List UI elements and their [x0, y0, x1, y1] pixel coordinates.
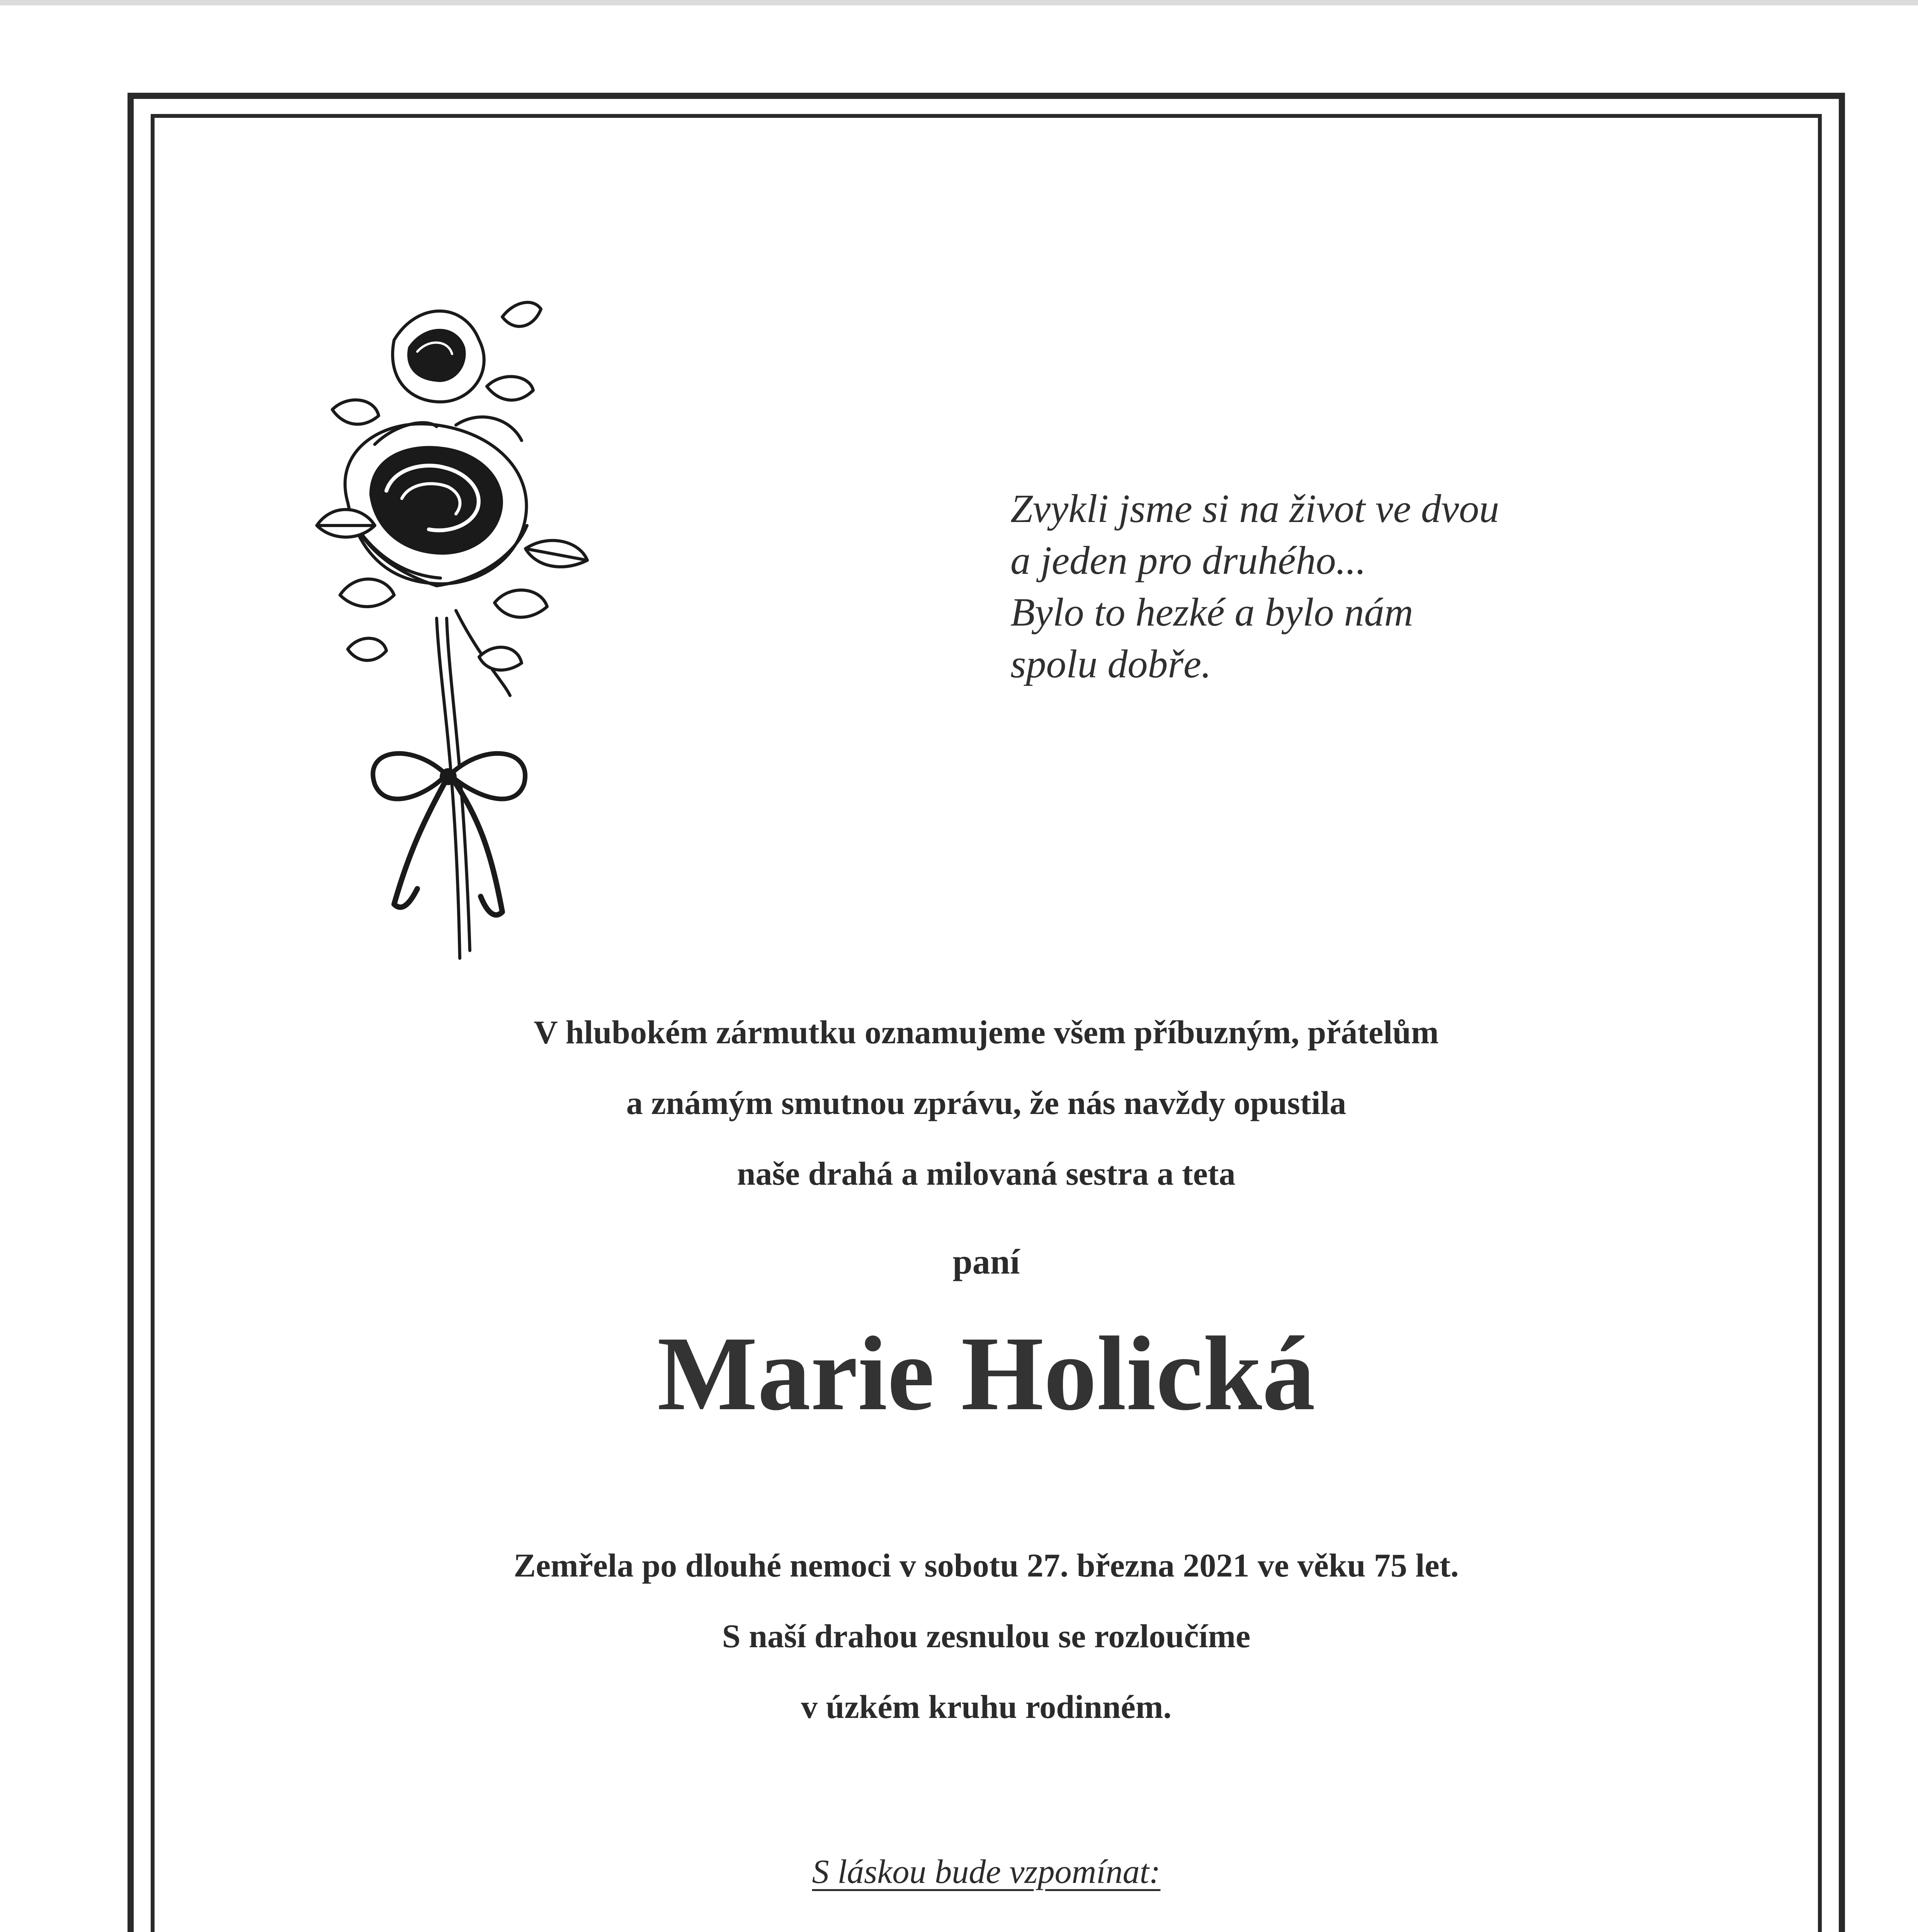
death-info-text — [151, 1530, 1822, 1742]
poem-line: Bylo to hezké a bylo nám — [1010, 590, 1413, 634]
announcement-line: V hlubokém zármutku oznamujeme všem příbuzným, přátelům — [534, 1014, 1439, 1051]
death-info-line: v úzkém kruhu rodinném. — [801, 1688, 1172, 1725]
death-info-line: Zemřela po dlouhé nemoci v sobotu 27. března 2021 ve věku 75 let. — [514, 1547, 1459, 1584]
announcement-text — [151, 997, 1822, 1209]
announcement-line: a známým smutnou zprávu, že nás navždy opustila — [626, 1084, 1347, 1121]
poem-line: spolu dobře. — [1010, 642, 1211, 686]
announcement-line: naše drahá a milovaná sestra a teta — [737, 1155, 1236, 1192]
remembrance-heading — [151, 1849, 1822, 1895]
rose-bouquet-illustration — [301, 294, 595, 966]
death-info-line: S naší drahou zesnulou se rozloučíme — [722, 1617, 1251, 1655]
page-top-edge — [0, 0, 1918, 5]
remembrance-heading-text: S láskou bude vzpomínat: — [812, 1853, 1161, 1891]
poem-verse — [1010, 483, 1706, 690]
deceased-name: Marie Holická — [657, 1315, 1316, 1432]
deceased-title: paní — [952, 1242, 1020, 1281]
poem-line: a jeden pro druhého... — [1010, 538, 1366, 583]
poem-line: Zvykli jsme si na život ve dvou — [1010, 486, 1500, 531]
